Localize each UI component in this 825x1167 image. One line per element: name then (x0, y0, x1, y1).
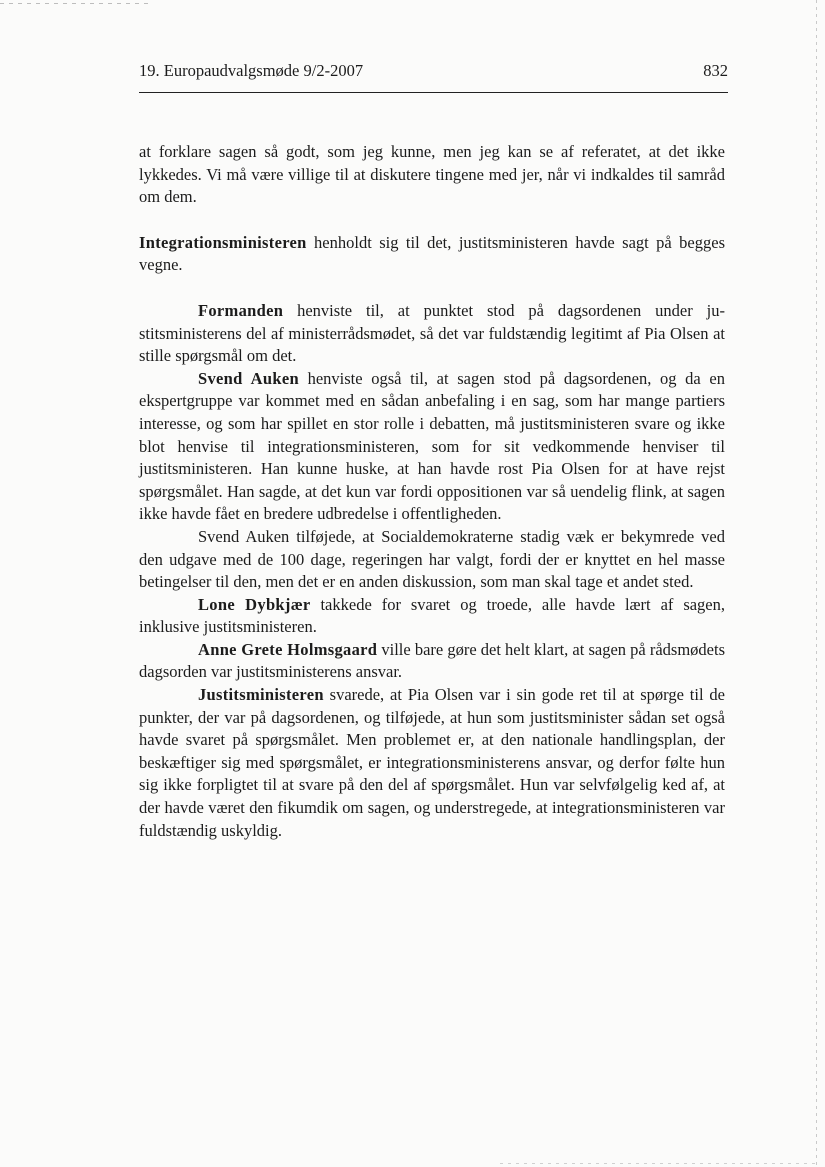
speaker-name: Svend Auken (198, 368, 299, 388)
scan-edge-right (816, 0, 817, 1167)
paragraph-svend-auken (139, 368, 725, 526)
paragraph-text: Svend Auken tilføjede, at Socialdemokraterne stadig væk er bekymrede ved den udgave med de 100 dage, regeringen har valgt, fordi der er knyttet en hel masse betingelser til den, men det er en anden diskussion, som man skal tage et andet sted. (139, 526, 725, 592)
paragraph-continuation (139, 141, 725, 209)
minutes-body (139, 141, 725, 842)
paragraph-text: henviste til, at punktet stod på dagsordenen under justitsministerens del af ministerrådsmødet, så det var fuldstændig legitimt af Pia Olsen at stille spørgsmål om det. (139, 300, 725, 366)
paragraph-lone-dybkjaer (139, 594, 725, 639)
header-rule (139, 92, 728, 93)
paragraph-formanden (139, 300, 725, 368)
paragraph-text: henviste også til, at sagen stod på dagsordenen, og da en ekspertgruppe var kommet med en sådan anbefaling i en sag, som har mange partiers interesse, og som har spillet en stor rolle i debatten, må justitsministeren svare og ikke blot henvise til integrationsministeren, som for sit vedkommende henviser til justitsministeren. Han kunne huske, at han havde rost Pia Olsen for at have rejst spørgsmålet. Han sagde, at det kun var fordi oppositionen var så uendelig flink, at sagen ikke havde fået en bredere udbredelse i offentligheden. (139, 368, 725, 524)
header-title: 19. Europaudvalgsmøde 9/2-2007 (139, 61, 364, 80)
scan-edge-top (0, 3, 150, 4)
paragraph-text: henholdt sig til det, justitsministeren havde sagt på begges vegne. (139, 232, 725, 275)
speaker-name: Lone Dybkjær (198, 594, 311, 614)
paragraph-text: takkede for svaret og troede, alle havde lært af sagen, inklusive justitsministeren. (139, 594, 726, 637)
speaker-name: Justitsministeren (198, 685, 324, 705)
speaker-name: Formanden (198, 300, 284, 320)
speaker-name: Integrationsministeren (139, 232, 307, 252)
scan-edge-bottom (500, 1163, 820, 1164)
page-header (139, 61, 728, 87)
paragraph-integrationsministeren (139, 232, 725, 277)
paragraph-text: ville bare gøre det helt klart, at sagen på rådsmødets dagsorden var justitsministerens ansvar. (139, 639, 725, 682)
paragraph-anne-grete-holmsgaard (139, 639, 725, 684)
paragraph-justitsministeren (139, 684, 725, 842)
paragraph-text: svarede, at Pia Olsen var i sin gode ret til at spørge til de punkter, der var på dagsordenen, og tilføjede, at hun som justitsminister sådan set også havde svaret på spørgsmålet. Men problemet er, at den nationale handlingsplan, der beskæftiger sig med spørgsmålet, er integrationsministerens ansvar, og derfor følte hun sig ikke forpligtet til at svare på den del af spørgsmålet. Hun var selvfølgelig ked af, at der havde været den fikumdik om sagen, og understregede, at integrationsministeren var fuldstændig uskyldig. (139, 685, 725, 840)
speaker-name: Anne Grete Holmsgaard (198, 639, 378, 659)
page-number: 832 (703, 61, 728, 80)
paragraph-svend-auken-continued (139, 526, 725, 594)
paragraph-text: at forklare sagen så godt, som jeg kunne, men jeg kan se af referatet, at det ikke lykkedes. Vi må være villige til at diskutere tingene med jer, når vi indkaldes til samråd om dem. (139, 142, 725, 207)
